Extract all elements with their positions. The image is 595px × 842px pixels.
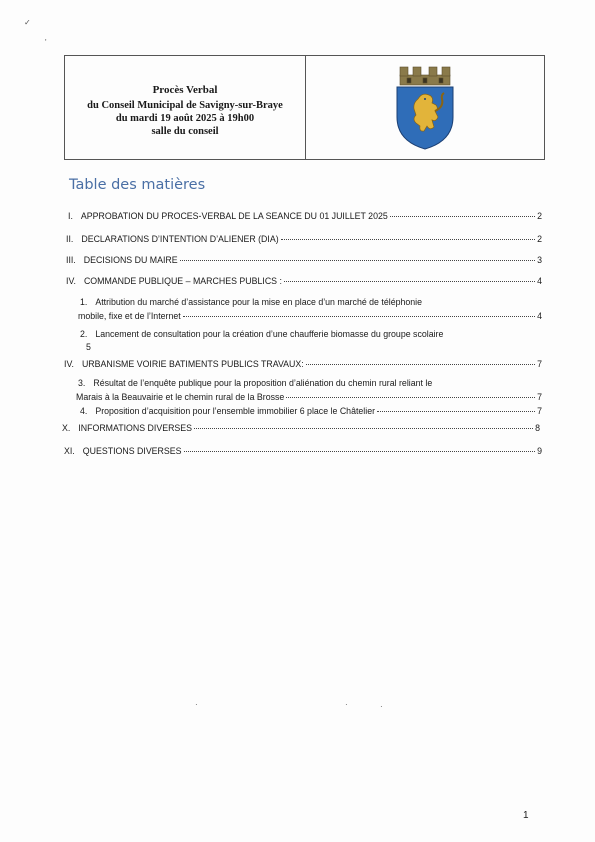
toc-page: 7 xyxy=(537,359,542,369)
toc-page: 7 xyxy=(537,392,542,402)
toc-entry-5[interactable] xyxy=(78,297,542,321)
scan-speck: ✓ xyxy=(24,18,31,27)
toc-number: I. xyxy=(68,211,73,221)
toc-entry-6[interactable] xyxy=(78,329,542,352)
toc-number: 4. xyxy=(80,406,88,416)
header-text-block xyxy=(65,56,306,159)
toc-number: 1. xyxy=(80,297,88,307)
toc-text: DECLARATIONS D’INTENTION D’ALIENER (DIA) xyxy=(81,234,279,244)
scan-speck: · xyxy=(345,700,348,709)
toc-text: Proposition d’acquisition pour l’ensemble immobilier 6 place le Châtelier xyxy=(95,406,376,416)
toc-leader xyxy=(194,428,533,429)
toc-page: 9 xyxy=(537,446,542,456)
toc-text: APPROBATION DU PROCES-VERBAL DE LA SEANCE DU 01 JUILLET 2025 xyxy=(80,211,388,221)
toc-entry-3[interactable] xyxy=(66,255,542,265)
toc-text-line2 xyxy=(78,311,542,321)
toc-leader xyxy=(390,216,535,217)
toc-number: X. xyxy=(62,423,71,433)
toc-number: 3. xyxy=(78,378,86,388)
toc-leader xyxy=(180,260,535,261)
toc-text: DECISIONS DU MAIRE xyxy=(83,255,178,265)
toc-number: XI. xyxy=(64,446,75,456)
coat-of-arms-icon xyxy=(392,65,458,151)
toc-leader xyxy=(377,411,535,412)
toc-number: IV. xyxy=(66,276,76,286)
toc-leader xyxy=(183,316,535,317)
toc-text-line2: 5 xyxy=(86,342,91,352)
toc-page: 3 xyxy=(537,255,542,265)
toc-entry-10[interactable] xyxy=(62,423,540,433)
toc-text-line2 xyxy=(76,392,542,402)
toc-leader xyxy=(306,364,535,365)
toc-entry-8[interactable] xyxy=(76,378,542,402)
toc-text: URBANISME VOIRIE BATIMENTS PUBLICS TRAVAUX: xyxy=(81,359,304,369)
toc-text: INFORMATIONS DIVERSES xyxy=(78,423,193,433)
toc-text-line1 xyxy=(78,297,542,307)
toc-heading: Table des matières xyxy=(69,177,206,193)
toc-page: 2 xyxy=(537,211,542,221)
toc-page: 2 xyxy=(537,234,542,244)
toc-page: 7 xyxy=(537,406,542,416)
toc-text: mobile, fixe et de l’Internet xyxy=(78,311,181,321)
toc-entry-7[interactable] xyxy=(64,359,542,369)
toc-number: II. xyxy=(66,234,74,244)
toc-leader xyxy=(184,451,536,452)
toc-leader xyxy=(286,397,535,398)
toc-number: IV. xyxy=(64,359,74,369)
toc-entry-9[interactable] xyxy=(80,406,542,416)
toc-text: Attribution du marché d’assistance pour la mise en place d’un marché de téléphonie xyxy=(95,297,422,307)
toc-entry-1[interactable] xyxy=(68,211,542,221)
toc-number: 2. xyxy=(80,329,88,339)
toc-text: Marais à la Beauvairie et le chemin rural de la Brosse xyxy=(76,392,285,402)
toc-entry-4[interactable] xyxy=(66,276,542,286)
toc-text-line1 xyxy=(76,378,542,388)
toc-leader xyxy=(281,239,535,240)
page-number: 1 xyxy=(523,810,529,821)
date-line: du mardi 19 août 2025 à 19h00 xyxy=(115,112,255,124)
toc-entry-2[interactable] xyxy=(66,234,542,244)
toc-page: 4 xyxy=(537,276,542,286)
toc-text: Lancement de consultation pour la création d’une chaufferie biomasse du groupe scolaire xyxy=(95,329,444,339)
toc-leader xyxy=(284,281,535,282)
venue-line: salle du conseil xyxy=(151,125,219,137)
toc-text: QUESTIONS DIVERSES xyxy=(82,446,182,456)
header-box xyxy=(64,55,545,160)
toc-page: 8 xyxy=(535,423,540,433)
toc-text: Résultat de l’enquête publique pour la proposition d’aliénation du chemin rural reliant le xyxy=(93,378,433,388)
scan-speck: · xyxy=(195,700,198,709)
toc-text: COMMANDE PUBLIQUE – MARCHES PUBLICS : xyxy=(83,276,282,286)
scan-speck: · xyxy=(380,702,383,711)
toc-number: III. xyxy=(66,255,76,265)
pv-title: Procès Verbal xyxy=(152,83,218,96)
scan-speck: ' xyxy=(45,38,47,47)
council-line: du Conseil Municipal de Savigny-sur-Braye xyxy=(87,99,283,111)
toc-text-line1 xyxy=(78,329,542,339)
toc-entry-11[interactable] xyxy=(64,446,542,456)
crest-container xyxy=(306,56,544,159)
toc-page: 4 xyxy=(537,311,542,321)
